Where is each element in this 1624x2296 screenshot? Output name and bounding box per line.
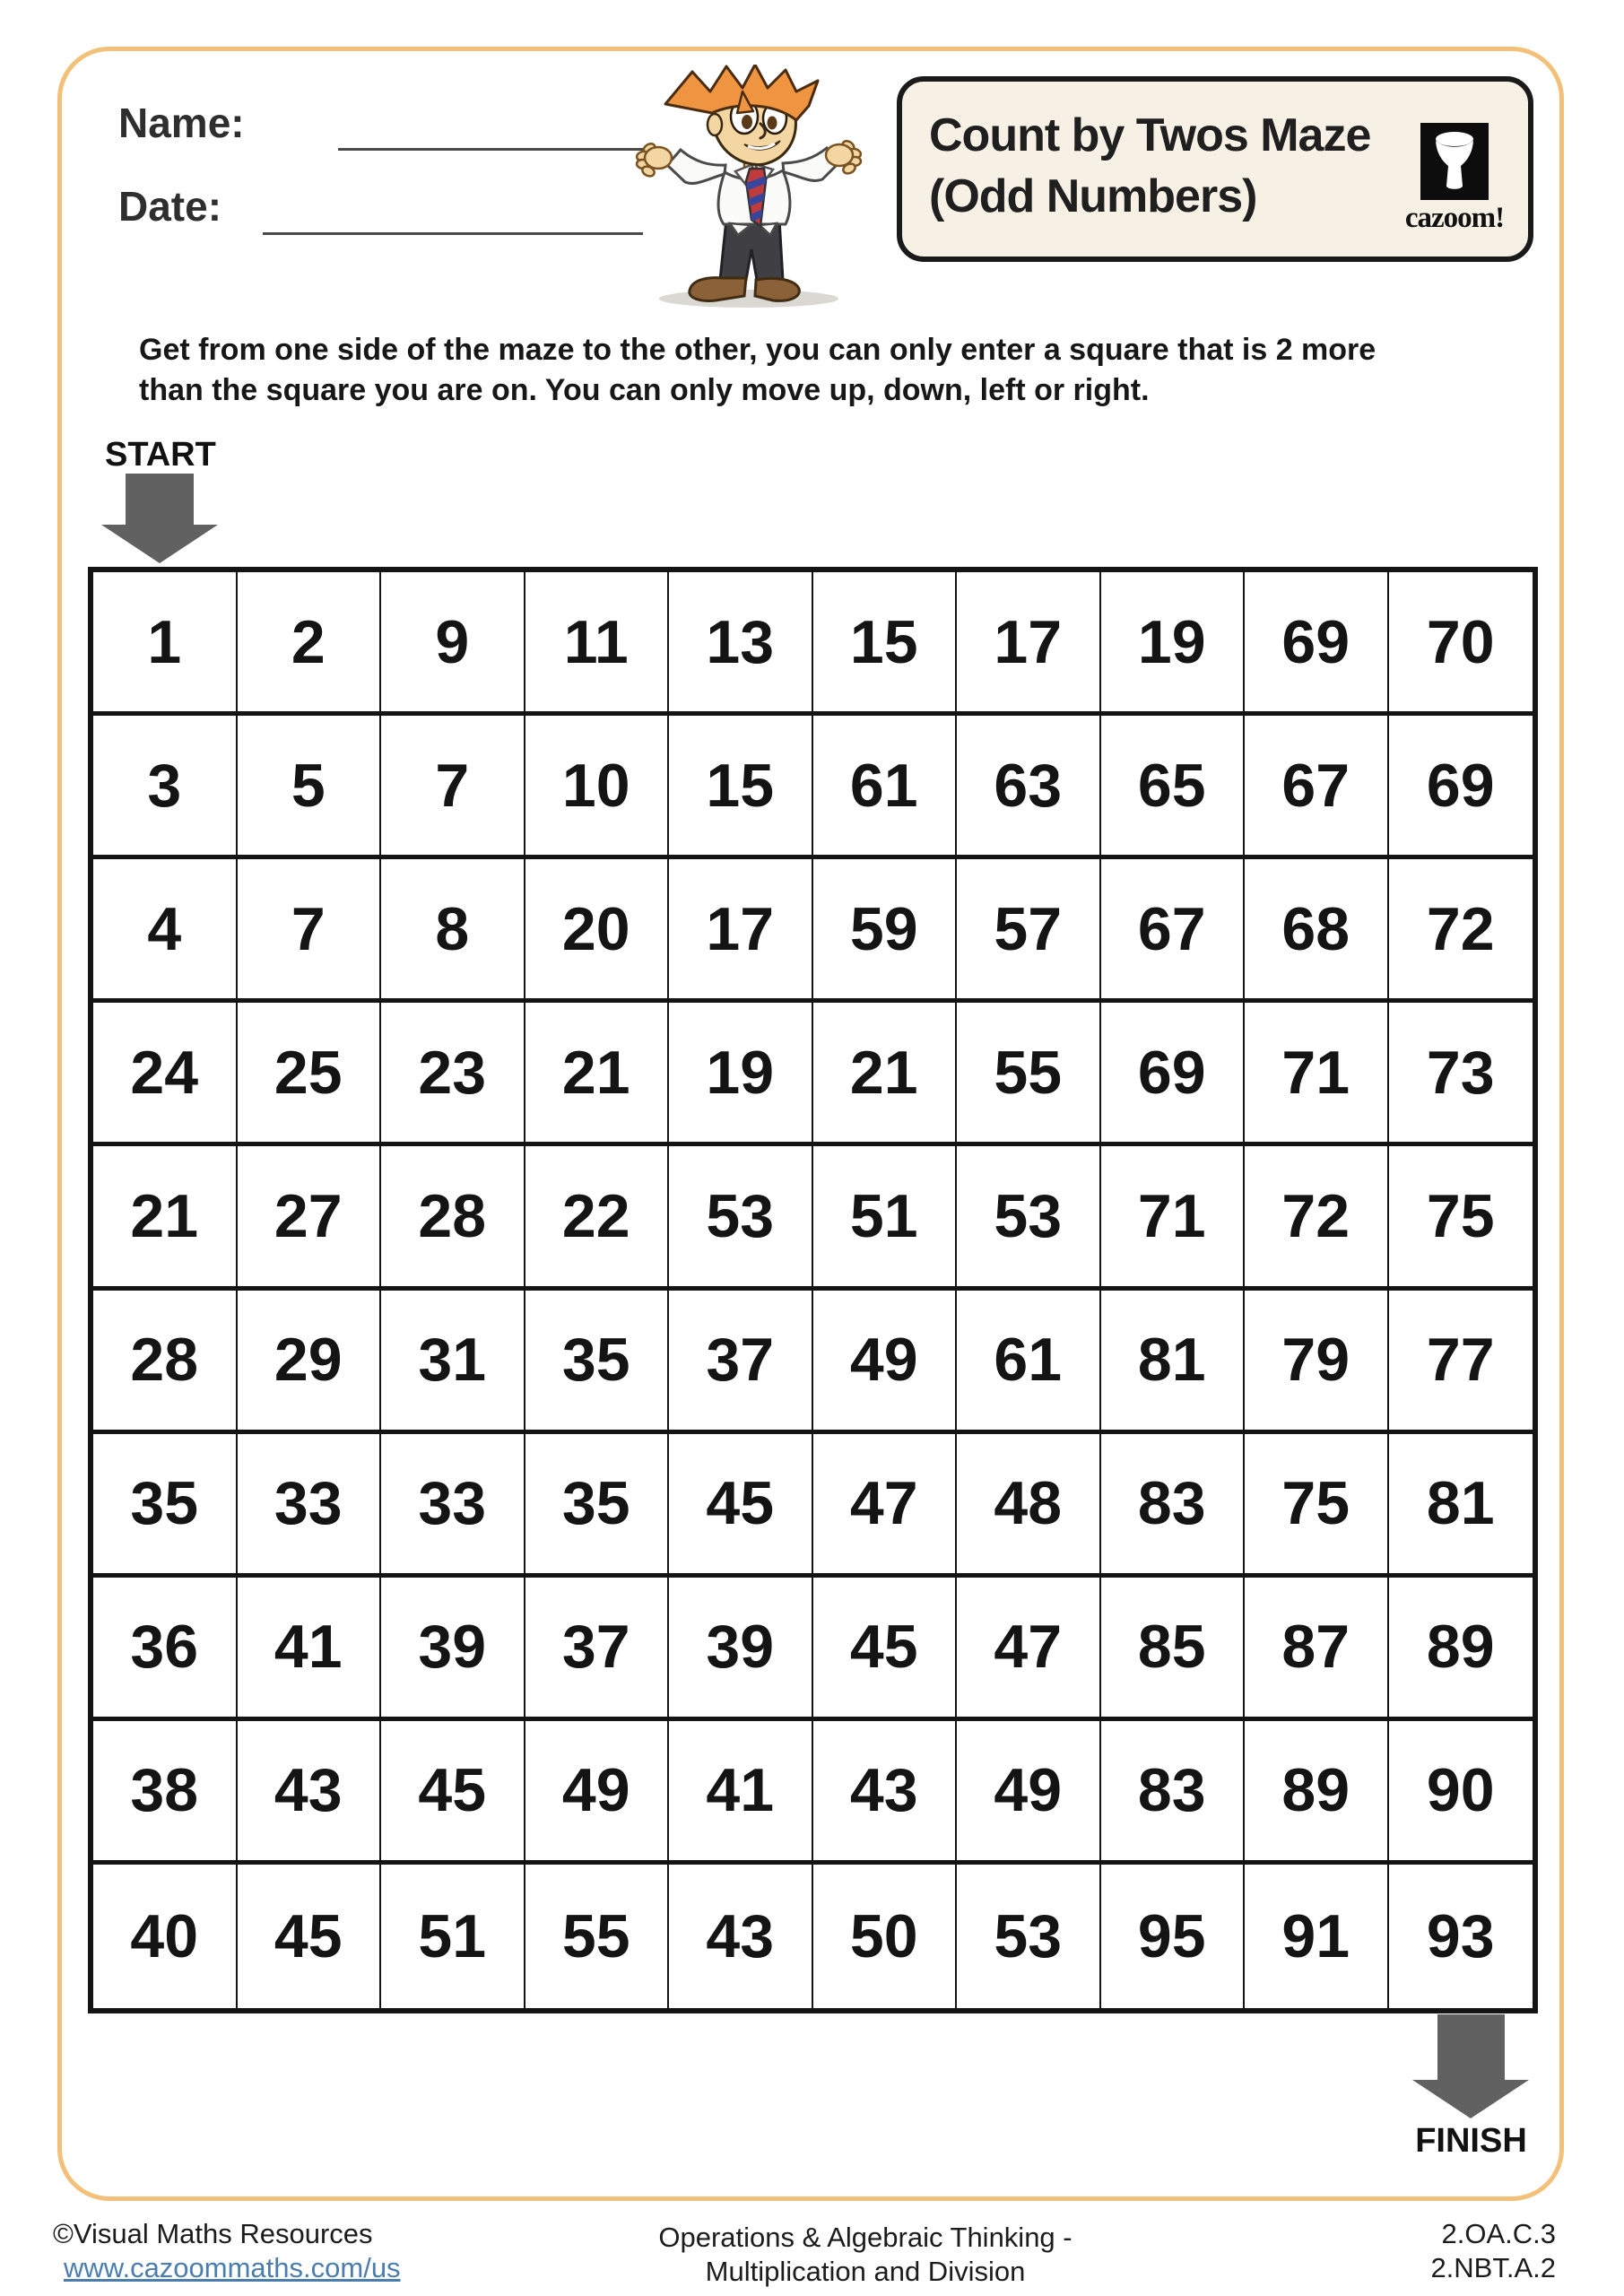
maze-cell: 7	[381, 716, 525, 859]
maze-cell: 33	[238, 1434, 382, 1578]
maze-cell: 63	[957, 716, 1101, 859]
maze-cell: 53	[957, 1146, 1101, 1290]
maze-cell: 20	[525, 859, 670, 1003]
date-write-line	[263, 232, 643, 235]
maze-cell: 21	[813, 1003, 958, 1146]
maze-cell: 45	[669, 1434, 813, 1578]
start-arrow-icon	[101, 474, 218, 563]
maze-cell: 24	[93, 1003, 238, 1146]
maze-cell: 39	[669, 1578, 813, 1721]
maze-cell: 72	[1389, 859, 1533, 1003]
maze-cell: 7	[238, 859, 382, 1003]
maze-cell: 89	[1389, 1578, 1533, 1721]
maze-cell: 35	[525, 1291, 670, 1434]
name-label: Name:	[118, 100, 245, 146]
instructions-line2: than the square you are on. You can only move up, down, left or right.	[139, 373, 1150, 407]
maze-cell: 43	[813, 1721, 958, 1865]
maze-cell: 31	[381, 1291, 525, 1434]
maze-cell: 15	[669, 716, 813, 859]
footer-standard-line1: 2.OA.C.3	[1441, 2218, 1556, 2249]
maze-cell: 75	[1245, 1434, 1389, 1578]
maze-cell: 15	[813, 572, 958, 716]
maze-cell: 3	[93, 716, 238, 859]
maze-cell: 67	[1101, 859, 1246, 1003]
maze-cell: 4	[93, 859, 238, 1003]
instructions	[139, 330, 1520, 411]
footer-copyright: ©Visual Maths Resources	[53, 2218, 373, 2249]
maze-grid	[88, 567, 1538, 2013]
maze-cell: 45	[813, 1578, 958, 1721]
maze-cell: 21	[93, 1146, 238, 1290]
maze-cell: 93	[1426, 1901, 1495, 1970]
maze-cell: 71	[1245, 1003, 1389, 1146]
maze-cell: 5	[238, 716, 382, 859]
worksheet-title-line2: (Odd Numbers)	[929, 170, 1257, 222]
footer-left	[53, 2217, 401, 2285]
maze-cell: 83	[1101, 1434, 1246, 1578]
maze-cell: 61	[957, 1291, 1101, 1434]
maze-cell: 50	[813, 1865, 958, 2008]
footer-standards	[1430, 2217, 1556, 2285]
maze-cell: 91	[1245, 1865, 1389, 2008]
maze-cell: 48	[957, 1434, 1101, 1578]
maze-cell: 8	[381, 859, 525, 1003]
maze-cell: 75	[1389, 1146, 1533, 1290]
maze-cell: 10	[525, 716, 670, 859]
name-write-line	[338, 148, 643, 151]
finish-label: FINISH	[1415, 2122, 1527, 2160]
maze-cell: 47	[813, 1434, 958, 1578]
maze-cell: 49	[525, 1721, 670, 1865]
maze-cell: 21	[525, 1003, 670, 1146]
maze-cell: 9	[381, 572, 525, 716]
date-label: Date:	[118, 183, 222, 230]
maze-cell: 35	[93, 1434, 238, 1578]
maze-cell: 55	[957, 1003, 1101, 1146]
mascot-illustration	[610, 65, 888, 309]
maze-cell: 72	[1245, 1146, 1389, 1290]
maze-cell: 79	[1245, 1291, 1389, 1434]
maze-cell: 45	[238, 1865, 382, 2008]
maze-cell: 41	[238, 1578, 382, 1721]
maze-cell: 90	[1389, 1721, 1533, 1865]
maze-cell: 53	[957, 1865, 1101, 2008]
maze-cell: 61	[813, 716, 958, 859]
maze-cell: 83	[1101, 1721, 1246, 1865]
finish-arrow-icon	[1412, 2014, 1529, 2118]
maze-cell: 81	[1101, 1291, 1246, 1434]
maze-cell: 1	[93, 572, 238, 716]
maze-cell: 68	[1245, 859, 1389, 1003]
footer-standard-line2: 2.NBT.A.2	[1430, 2252, 1556, 2283]
title-box	[897, 76, 1533, 262]
maze-cell: 51	[813, 1146, 958, 1290]
maze-cell: 33	[381, 1434, 525, 1578]
maze-cell: 28	[93, 1291, 238, 1434]
maze-cell: 27	[238, 1146, 382, 1290]
maze-cell: 22	[525, 1146, 670, 1290]
maze-cell: 73	[1389, 1003, 1533, 1146]
worksheet-title-line1: Count by Twos Maze	[929, 109, 1371, 161]
maze-cell: 37	[525, 1578, 670, 1721]
maze-cell: 49	[813, 1291, 958, 1434]
maze-cell: 37	[669, 1291, 813, 1434]
maze-cell: 47	[957, 1578, 1101, 1721]
maze-cell: 89	[1245, 1721, 1389, 1865]
maze-cell: 13	[669, 572, 813, 716]
maze-cell: 43	[238, 1721, 382, 1865]
maze-cell: 81	[1389, 1434, 1533, 1578]
start-label: START	[105, 436, 216, 474]
maze-cell: 69	[1101, 1003, 1246, 1146]
maze-cell: 35	[525, 1434, 670, 1578]
drum-icon	[1420, 123, 1489, 200]
footer-topic-line2: Multiplication and Division	[705, 2256, 1026, 2287]
cazoom-logo-text: cazoom!	[1404, 202, 1505, 234]
maze-cell: 45	[381, 1721, 525, 1865]
maze-cell: 59	[813, 859, 958, 1003]
maze-cell: 77	[1389, 1291, 1533, 1434]
maze-cell: 41	[669, 1721, 813, 1865]
maze-cell: 19	[1101, 572, 1246, 716]
maze-cell: 38	[93, 1721, 238, 1865]
cazoom-logo	[1403, 123, 1507, 235]
maze-cell: 29	[238, 1291, 382, 1434]
maze-cell: 23	[381, 1003, 525, 1146]
maze-cell: 2	[238, 572, 382, 716]
maze-cell: 67	[1245, 716, 1389, 859]
maze-cell: 17	[669, 859, 813, 1003]
maze-cell: 36	[93, 1578, 238, 1721]
maze-cell: 17	[957, 572, 1101, 716]
maze-cell: 69	[1389, 716, 1533, 859]
maze-cell: 19	[669, 1003, 813, 1146]
maze-cell: 87	[1245, 1578, 1389, 1721]
maze-cell: 95	[1101, 1865, 1246, 2008]
worksheet-title	[929, 105, 1370, 227]
maze-cell: 55	[525, 1865, 670, 2008]
maze-cell: 39	[381, 1578, 525, 1721]
maze-cell: 65	[1101, 716, 1246, 859]
maze-cell: 40	[93, 1865, 238, 2008]
maze-cell: 11	[525, 572, 670, 716]
maze-cell: 43	[669, 1865, 813, 2008]
maze-cell: 53	[669, 1146, 813, 1290]
maze-cell: 25	[238, 1003, 382, 1146]
instructions-line1: Get from one side of the maze to the other, you can only enter a square that is 2 more	[139, 333, 1376, 367]
footer-topic-line1: Operations & Algebraic Thinking -	[658, 2222, 1073, 2253]
footer-link[interactable]: www.cazoommaths.com/us	[64, 2252, 401, 2283]
maze-cell: 49	[957, 1721, 1101, 1865]
maze-cell: 57	[957, 859, 1101, 1003]
maze-cell: 69	[1245, 572, 1389, 716]
maze-cell: 71	[1101, 1146, 1246, 1290]
maze-cell: 70	[1389, 572, 1533, 716]
maze-cell: 85	[1101, 1578, 1246, 1721]
maze-cell: 28	[381, 1146, 525, 1290]
footer-topic	[658, 2221, 1072, 2289]
maze-cell: 51	[381, 1865, 525, 2008]
